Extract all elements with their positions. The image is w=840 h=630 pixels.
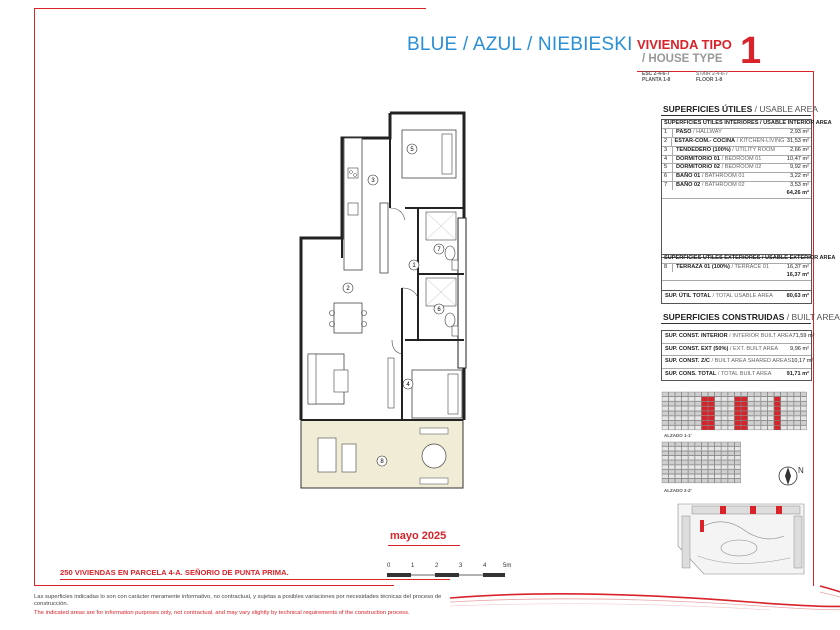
- built-row: [662, 369, 811, 381]
- usable-total-label: SUP. ÚTIL TOTAL: [665, 293, 711, 299]
- svg-text:8: 8: [380, 459, 384, 466]
- room-label: [377, 456, 387, 466]
- built-label: SUP. CONS. TOTAL / TOTAL BUILT AREA: [665, 370, 772, 377]
- svg-text:7: 7: [437, 247, 441, 254]
- room-label: [409, 260, 419, 270]
- room-area: 3,53 m²: [790, 182, 809, 189]
- built-area-table: [661, 330, 815, 381]
- built-label: SUP. CONST. Z/C / BUILT AREA SHARED AREAS: [665, 358, 792, 364]
- elevation-2-drawing: [660, 440, 760, 486]
- usable-title-es: SUPERFICIES ÚTILES: [663, 104, 753, 114]
- usable-total-row: [662, 291, 811, 303]
- usable-total-table: [661, 290, 812, 304]
- svg-text:3: 3: [371, 178, 375, 185]
- room-label: [407, 144, 417, 154]
- svg-text:5: 5: [410, 147, 414, 154]
- exterior-total: 16,37 m²: [786, 271, 809, 278]
- usable-title-underline: [661, 115, 811, 116]
- room-area: 9,92 m²: [790, 164, 809, 171]
- usable-title-en: / USABLE AREA: [754, 104, 818, 114]
- scale-tick-label: 0: [387, 563, 391, 569]
- floor-plan-drawing: [292, 108, 477, 493]
- built-title-es: SUPERFICIES CONSTRUIDAS: [663, 312, 785, 322]
- alzado-2-label: ALZADO 2-2': [664, 488, 692, 493]
- frame-bottom-line: [34, 585, 394, 586]
- built-row: [662, 344, 811, 357]
- room-name: PASO / HALLWAY: [676, 128, 722, 135]
- room-number: 6: [662, 173, 673, 181]
- house-type-es: VIVIENDA TIPO: [637, 37, 732, 52]
- project-title: 250 VIVIENDAS EN PARCELA 4-A. SEÑORIO DE PUNTA PRIMA.: [60, 568, 289, 577]
- stair-label: STAIR 2-4-6-7: [696, 71, 729, 77]
- date-label: mayo 2025: [390, 530, 447, 542]
- interior-total: 64,26 m²: [786, 190, 809, 197]
- interior-head: SUPERFICIES ÚTILES INTERIORES / USABLE INTERIOR AREA: [664, 120, 832, 126]
- room-row: [662, 173, 811, 182]
- room-area: 2,93 m²: [790, 128, 809, 135]
- elevation-1-drawing: [660, 388, 810, 432]
- built-title-underline: [661, 323, 811, 324]
- ext-room-area: 16,37 m²: [786, 263, 809, 270]
- built-area-title: [663, 312, 840, 322]
- floor-label: FLOOR 1-8: [696, 77, 723, 83]
- room-name: DORMITORIO 01 / BEDROOM 01: [676, 155, 762, 162]
- scale-tick-label: 4: [483, 563, 487, 569]
- north-label: N: [798, 466, 804, 475]
- color-name-title: BLUE / AZUL / NIEBIESKI: [407, 34, 633, 55]
- planta-label: PLANTA 1-8: [642, 77, 671, 83]
- interior-total-row: [662, 190, 811, 199]
- disclaimer-en: The indicated areas are for information purposes only, not contractual, and may vary slightly by technical requirements of the construction process.: [34, 610, 410, 616]
- room-label: [343, 283, 353, 293]
- scale-tick-label: 1: [411, 563, 415, 569]
- swoosh-decoration: [450, 580, 820, 620]
- room-row: [662, 156, 811, 165]
- site-plan-drawing: [664, 496, 814, 578]
- room-name: TENDEDERO (100%) / UTILITY ROOM: [676, 146, 776, 153]
- ext-room-number: 8: [662, 264, 673, 272]
- ext-room-row: [662, 264, 811, 272]
- room-row: [662, 182, 811, 190]
- room-row: [662, 164, 811, 173]
- built-row: [662, 331, 815, 344]
- ext-room-name: TERRAZA 01 (100%) / TERRACE 01: [676, 263, 769, 270]
- frame-left-line: [34, 8, 35, 586]
- usable-total-value: 80,63 m²: [786, 293, 809, 299]
- scale-tick-label: 2: [435, 563, 439, 569]
- room-number: 5: [662, 164, 673, 172]
- date-underline: [388, 545, 460, 546]
- room-number: 1: [662, 129, 673, 137]
- room-area: 10,47 m²: [786, 155, 809, 162]
- scale-tick-label: 5m: [503, 563, 512, 569]
- built-row: [662, 356, 814, 369]
- usable-total-label-en: / TOTAL USABLE AREA: [712, 293, 773, 299]
- esc-label: ESC 2-4-6-7: [642, 71, 670, 77]
- built-title-en: / BUILT AREA: [786, 312, 840, 322]
- room-name: BAÑO 02 / BATHROOM 02: [676, 182, 745, 189]
- north-arrow-icon: [776, 462, 812, 490]
- room-area: 3,22 m²: [790, 173, 809, 180]
- room-area: 31,53 m²: [786, 137, 809, 144]
- svg-text:6: 6: [437, 307, 441, 314]
- svg-text:4: 4: [406, 382, 410, 389]
- disclaimer-es: Las superficies indicadas lo son con carácter meramente informativo, no contractual, y sujetas a posibles variaciones por necesidades técnicas del proceso de construcción.: [34, 594, 442, 607]
- room-label: [434, 304, 444, 314]
- built-value: 91,71 m²: [786, 370, 809, 377]
- scale-tick-label: 3: [459, 563, 463, 569]
- built-label: SUP. CONST. EXT (50%) / EXT. BUILT AREA: [665, 345, 779, 352]
- exterior-head-row: [662, 255, 836, 264]
- frame-top-line: [34, 8, 426, 9]
- svg-text:2: 2: [346, 286, 350, 293]
- usable-interior-table: [661, 119, 832, 258]
- room-label: [368, 175, 378, 185]
- room-name: DORMITORIO 02 / BEDROOM 02: [676, 164, 762, 171]
- room-number: 3: [662, 147, 673, 155]
- interior-head-row: [662, 120, 832, 129]
- room-number: 7: [662, 182, 673, 190]
- room-area: 2,66 m²: [790, 146, 809, 153]
- exterior-head: SUPERFICIES ÚTILES EXTERIORES / USABLE EXTERIOR AREA: [664, 255, 836, 261]
- house-type-en: / HOUSE TYPE: [642, 53, 723, 65]
- alzado-1-label: ALZADO 1-1': [664, 433, 692, 438]
- room-name: ESTAR-COM.- COCINA / KITCHEN-LIVING: [674, 137, 785, 144]
- room-row: [662, 138, 811, 147]
- svg-text:1: 1: [412, 263, 416, 270]
- usable-area-title: [663, 104, 818, 114]
- room-number: 4: [662, 156, 673, 164]
- room-row: [662, 147, 811, 156]
- house-type-number: 1: [740, 30, 762, 72]
- room-label: [434, 244, 444, 254]
- room-name: BAÑO 01 / BATHROOM 01: [676, 173, 745, 180]
- built-value: 10,17 m²: [791, 358, 814, 364]
- room-row: [662, 129, 811, 138]
- room-number: 2: [662, 138, 672, 146]
- exterior-total-row: [662, 272, 811, 281]
- built-label: SUP. CONST. INTERIOR / INTERIOR BUILT AREA: [665, 333, 793, 339]
- room-label: [403, 379, 413, 389]
- project-underline: [60, 579, 450, 580]
- built-value: 71,59 m²: [792, 333, 815, 339]
- built-value: 9,96 m²: [790, 345, 809, 352]
